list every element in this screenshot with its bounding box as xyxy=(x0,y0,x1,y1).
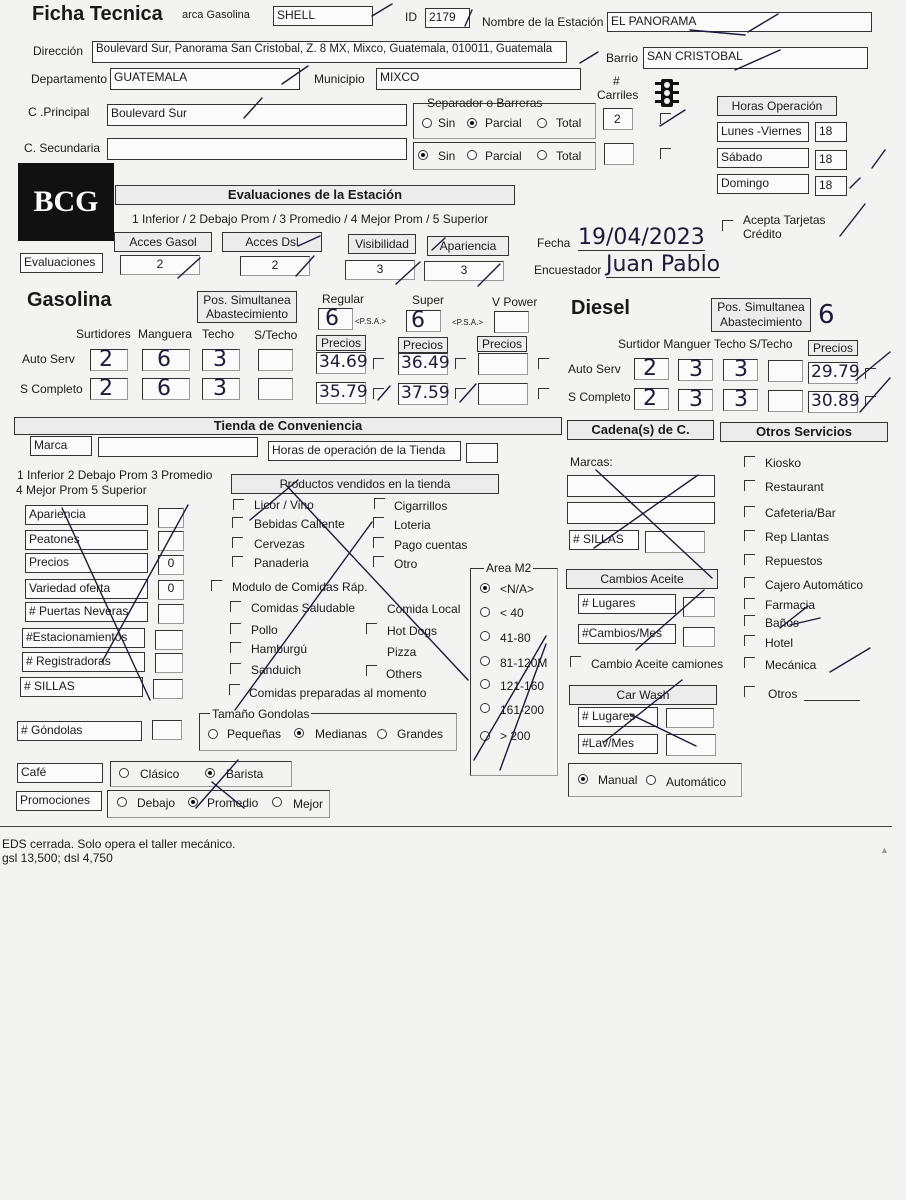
cervezas-label: Cervezas xyxy=(254,537,305,551)
gas-auto-super[interactable] xyxy=(398,353,448,375)
encuestador-value: Juan Pablo xyxy=(606,252,721,277)
tienda-scale-1: 1 Inferior 2 Debajo Prom 3 Promedio xyxy=(17,468,213,482)
comida-local-label: Comida Local xyxy=(387,602,461,616)
gas-completo-surtidores[interactable] xyxy=(90,378,128,400)
acces-dsl-label: Acces Dsl xyxy=(222,232,322,252)
dsl-auto-precio-check[interactable] xyxy=(865,368,876,379)
tienda-marca-label: Marca xyxy=(30,436,92,456)
hotdogs-checkbox[interactable] xyxy=(366,623,377,634)
acepta-label-1: Acepta Tarjetas xyxy=(743,213,826,227)
dsl-auto-precio-value: 29.79 xyxy=(811,362,860,382)
gas-auto-super-value: 36.49 xyxy=(401,353,450,373)
grandes-radio[interactable] xyxy=(377,729,387,739)
area-na-label: <N/A> xyxy=(500,582,535,596)
dsl-auto-techo[interactable] xyxy=(723,359,758,381)
licor-label: Licor / Vino xyxy=(254,498,314,512)
otros-checkbox[interactable] xyxy=(744,686,755,697)
grandes-label: Grandes xyxy=(397,727,444,741)
municipio-field[interactable]: MIXCO xyxy=(376,68,581,90)
gas-col-stecho: S/Techo xyxy=(254,328,298,342)
lav-mes-label: #Lav/Mes xyxy=(578,734,658,754)
gas-pos-sim-line1: Pos. Simultanea xyxy=(203,293,291,307)
sanduich-label: Sanduich xyxy=(251,663,302,677)
acces-gasol-label: Acces Gasol xyxy=(114,232,212,252)
cadena-sillas-field[interactable] xyxy=(645,531,705,553)
dsl-precios: Precios xyxy=(808,340,858,356)
evaluaciones-label: Evaluaciones xyxy=(20,253,103,273)
gas-completo-manguera-value: 6 xyxy=(157,376,171,401)
area-na-radio[interactable] xyxy=(480,583,490,593)
hamburgu-checkbox[interactable] xyxy=(230,642,241,653)
lv-label: Lunes -Viernes xyxy=(717,122,809,142)
eval-peatones: Peatones xyxy=(25,530,148,550)
eval-puertas-field[interactable] xyxy=(158,604,184,624)
gas-completo-vpower-check[interactable] xyxy=(538,388,549,399)
llantas-checkbox[interactable] xyxy=(744,530,755,541)
dsl-auto-manguera-value: 3 xyxy=(689,357,703,382)
separador-label: Separador o Barreras xyxy=(427,96,543,110)
preparadas-label: Comidas preparadas al momento xyxy=(249,686,427,700)
nombre-label: Nombre de la Estación xyxy=(482,15,604,29)
dsl-completo-label: S Completo xyxy=(568,390,631,404)
cajero-label: Cajero Automático xyxy=(765,578,864,592)
fecha-value: 19/04/2023 xyxy=(578,225,705,250)
encuestador-label: Encuestador xyxy=(534,263,602,277)
cervezas-checkbox[interactable] xyxy=(232,537,243,548)
marcas-label: Marcas: xyxy=(570,455,613,469)
dsl-auto-label: Auto Serv xyxy=(568,362,621,376)
gas-auto-regular-check[interactable] xyxy=(373,358,384,369)
productos-title: Productos vendidos en la tienda xyxy=(231,474,499,494)
tienda-horas-label: Horas de operación de la Tienda xyxy=(268,441,461,461)
gas-precios-regular: Precios xyxy=(316,335,366,351)
gas-auto-regular-value: 34.69 xyxy=(319,352,368,372)
dsl-completo-stecho[interactable] xyxy=(768,390,803,412)
eval-sillas-field[interactable] xyxy=(153,679,183,699)
csecundaria-field[interactable] xyxy=(107,138,407,160)
gas-precios-vpower: Precios xyxy=(477,336,527,352)
mejor-radio[interactable] xyxy=(272,797,282,807)
gas-auto-techo-value: 3 xyxy=(213,347,227,372)
area-40-label: < 40 xyxy=(500,606,524,620)
sin-radio-1[interactable] xyxy=(422,118,432,128)
apariencia-label: Apariencia xyxy=(427,236,509,256)
area-40-radio[interactable] xyxy=(480,607,490,617)
gondolas-label: # Góndolas xyxy=(17,721,142,741)
area-160-label: 121-160 xyxy=(500,679,545,693)
ca-cambios-label: #Cambios/Mes xyxy=(578,624,676,644)
dsl-auto-surtidor-value: 2 xyxy=(643,356,657,381)
llantas-label: Rep Llantas xyxy=(765,530,830,544)
gas-auto-surtidores-value: 2 xyxy=(99,347,113,372)
manual-label: Manual xyxy=(598,773,638,787)
area-120-radio[interactable] xyxy=(480,656,490,666)
mecanica-checkbox[interactable] xyxy=(744,657,755,668)
id-label: ID xyxy=(405,10,417,24)
carwash-title: Car Wash xyxy=(569,685,717,705)
form-title: Ficha Tecnica xyxy=(32,3,163,25)
gas-auto-stecho[interactable] xyxy=(258,349,293,371)
gas-auto-vpower-check[interactable] xyxy=(538,358,549,369)
pago-cuentas-checkbox[interactable] xyxy=(373,537,384,548)
dsl-auto-techo-value: 3 xyxy=(734,357,748,382)
mejor-label: Mejor xyxy=(293,797,324,811)
lv-field[interactable]: 18 xyxy=(815,122,847,142)
gas-precios-super: Precios xyxy=(398,337,448,353)
automatico-label: Automático xyxy=(666,775,727,789)
barista-radio[interactable] xyxy=(205,768,215,778)
hotdogs-label: Hot Dogs xyxy=(387,624,438,638)
diesel-title: Diesel xyxy=(571,297,630,319)
area-160-radio[interactable] xyxy=(480,679,490,689)
total-label-1: Total xyxy=(556,116,582,130)
kiosko-checkbox[interactable] xyxy=(744,456,755,467)
saludable-label: Comidas Saludable xyxy=(251,601,356,615)
farmacia-label: Farmacia xyxy=(765,598,816,612)
parcial-label-1: Parcial xyxy=(485,116,522,130)
marca-field[interactable]: SHELL xyxy=(273,6,373,26)
gas-completo-techo[interactable] xyxy=(202,378,240,400)
apariencia-field[interactable]: 3 xyxy=(424,261,504,281)
gas-completo-regular-check[interactable] xyxy=(373,388,384,399)
cadena-sillas-label: # SILLAS xyxy=(569,530,639,550)
area-title: Area M2 xyxy=(486,561,532,575)
notes-divider xyxy=(0,826,892,827)
total-radio-2[interactable] xyxy=(537,150,547,160)
pequenas-label: Pequeñas xyxy=(227,727,282,741)
traffic-light-icon xyxy=(654,78,680,111)
manual-radio[interactable] xyxy=(578,774,588,784)
departamento-label: Departamento xyxy=(31,72,108,86)
eval-registradoras: # Registradoras xyxy=(22,652,145,672)
area-gt200-radio[interactable] xyxy=(480,731,490,741)
area-120-label: 81-120M xyxy=(500,656,548,670)
cafe-group xyxy=(110,761,292,787)
direccion-label: Dirección xyxy=(33,44,84,58)
camiones-checkbox[interactable] xyxy=(570,656,581,667)
otro-label: Otro xyxy=(394,557,418,571)
gas-completo-super-value: 37.59 xyxy=(401,383,450,403)
gas-col-techo: Techo xyxy=(202,327,235,341)
tienda-marca-field[interactable] xyxy=(98,437,258,457)
dom-field[interactable]: 18 xyxy=(815,176,847,196)
gas-completo-manguera[interactable] xyxy=(142,378,190,400)
gas-auto-vpower[interactable] xyxy=(478,353,528,375)
dsl-pos-sim-line2: Abastecimiento xyxy=(719,315,803,329)
cambios-title: Cambios Aceite xyxy=(566,569,718,589)
eval-variedad: Variedad oferta xyxy=(25,579,148,599)
gas-pos-sim-line2: Abastecimiento xyxy=(205,307,289,321)
notes-line1: EDS cerrada. Solo opera el taller mecánico. xyxy=(2,837,236,851)
modulo-label: Modulo de Comidas Ráp. xyxy=(232,580,368,594)
restaurant-label: Restaurant xyxy=(765,480,824,494)
scroll-up-icon[interactable]: ▲ xyxy=(880,845,889,855)
modulo-checkbox[interactable] xyxy=(211,580,222,591)
farmacia-checkbox[interactable] xyxy=(744,598,755,609)
hamburgu-label: Hamburgú xyxy=(251,642,308,656)
area-200-radio[interactable] xyxy=(480,703,490,713)
kiosko-label: Kiosko xyxy=(765,456,802,470)
gas-completo-regular-value: 35.79 xyxy=(319,382,368,402)
parcial-label-2: Parcial xyxy=(485,149,522,163)
loteria-checkbox[interactable] xyxy=(373,517,384,528)
eval-estacionamientos-field[interactable] xyxy=(155,630,183,650)
gas-completo-vpower[interactable] xyxy=(478,383,528,405)
id-field[interactable]: 2179 xyxy=(425,8,470,28)
cigarrillos-checkbox[interactable] xyxy=(374,498,385,509)
sin-label-1: Sin xyxy=(438,116,456,130)
repuestos-checkbox[interactable] xyxy=(744,554,755,565)
vpower-label: V Power xyxy=(492,295,538,309)
dsl-completo-precio[interactable] xyxy=(808,391,858,413)
dsl-cols: Surtidor Manguer Techo S/Techo xyxy=(618,337,793,351)
panaderia-checkbox[interactable] xyxy=(232,556,243,567)
promedio-radio[interactable] xyxy=(188,797,198,807)
eval-puertas: # Puertas Neveras xyxy=(25,602,148,622)
dom-label: Domingo xyxy=(717,174,809,194)
repuestos-label: Repuestos xyxy=(765,554,823,568)
carriles-field[interactable] xyxy=(603,108,633,130)
gas-auto-manguera-value: 6 xyxy=(157,347,171,372)
hotel-label: Hotel xyxy=(765,636,794,650)
marcas-field-2[interactable] xyxy=(567,502,715,524)
hotel-checkbox[interactable] xyxy=(744,635,755,646)
carriles-field-2[interactable] xyxy=(604,143,634,165)
barrio-field[interactable]: SAN CRISTOBAL xyxy=(643,47,868,69)
dsl-completo-manguera[interactable] xyxy=(678,389,713,411)
barrio-label: Barrio xyxy=(606,51,639,65)
dsl-pos-sim-line1: Pos. Simultanea xyxy=(717,300,805,314)
gas-completo-super-check[interactable] xyxy=(455,388,466,399)
medianas-label: Medianas xyxy=(315,727,368,741)
ca-cambios-field[interactable] xyxy=(683,627,715,647)
barista-label: Barista xyxy=(226,767,264,781)
otros-line xyxy=(804,700,860,701)
gas-completo-super[interactable] xyxy=(398,383,448,405)
clasico-radio[interactable] xyxy=(119,768,129,778)
area-gt200-label: > 200 xyxy=(500,729,531,743)
gas-completo-surtidores-value: 2 xyxy=(99,376,113,401)
super-psa-value: 6 xyxy=(411,308,425,333)
parcial-radio-2[interactable] xyxy=(467,150,477,160)
visibilidad-field[interactable]: 3 xyxy=(345,260,415,280)
bebidas-label: Bebidas Caliente xyxy=(254,517,345,531)
promociones-label: Promociones xyxy=(16,791,102,811)
dsl-pos-value: 6 xyxy=(818,300,835,330)
acepta-label-2: Crédito xyxy=(743,227,782,241)
preparadas-checkbox[interactable] xyxy=(229,684,240,695)
cafe-label: Café xyxy=(17,763,103,783)
dsl-auto-manguera[interactable] xyxy=(678,359,713,381)
otros-label: Otros xyxy=(768,687,798,701)
carriles-checkbox-2[interactable] xyxy=(660,148,671,159)
evaluaciones-title: Evaluaciones de la Estación xyxy=(115,185,515,205)
area-80-radio[interactable] xyxy=(480,631,490,641)
nombre-field[interactable]: EL PANORAMA xyxy=(607,12,872,32)
sin-radio-2[interactable] xyxy=(418,150,428,160)
dsl-completo-surtidor[interactable] xyxy=(634,388,669,410)
municipio-label: Municipio xyxy=(314,72,365,86)
horas-title: Horas Operación xyxy=(717,96,837,116)
gas-auto-regular[interactable] xyxy=(316,352,366,374)
fecha-label: Fecha xyxy=(537,236,571,250)
gas-completo-label: S Completo xyxy=(20,382,83,396)
eval-sillas: # SILLAS xyxy=(20,677,143,697)
marca-label: arca Gasolina xyxy=(182,9,250,21)
eval-peatones-field[interactable] xyxy=(158,531,184,551)
cadena-title: Cadena(s) de C. xyxy=(567,420,714,440)
eval-estacionamientos: #Estacionamientos xyxy=(22,628,145,648)
gas-pos-sim xyxy=(197,291,297,323)
tienda-scale-2: 4 Mejor Prom 5 Superior xyxy=(16,483,147,497)
total-label-2: Total xyxy=(556,149,582,163)
mecanica-label: Mecánica xyxy=(765,658,817,672)
debajo-label: Debajo xyxy=(137,796,176,810)
dsl-pos-sim xyxy=(711,298,811,332)
area-group xyxy=(470,568,558,776)
carriles-value: 2 xyxy=(614,112,621,126)
notes-line2: gsl 13,500; dsl 4,750 xyxy=(2,851,113,865)
cafeteria-checkbox[interactable] xyxy=(744,506,755,517)
banos-checkbox[interactable] xyxy=(744,615,755,626)
gas-auto-techo[interactable] xyxy=(202,349,240,371)
promedio-label: Promedio xyxy=(207,796,259,810)
tienda-horas-field[interactable] xyxy=(466,443,498,463)
area-200-label: 161-200 xyxy=(500,703,545,717)
dsl-auto-stecho[interactable] xyxy=(768,360,803,382)
otros-title: Otros Servicios xyxy=(720,422,888,442)
csecundaria-label: C. Secundaria xyxy=(24,141,101,155)
loteria-label: Loteria xyxy=(394,518,431,532)
super-psa-field[interactable] xyxy=(406,310,441,332)
lav-mes-field[interactable] xyxy=(666,734,716,756)
ca-lugares-label: # Lugares xyxy=(578,594,676,614)
regular-psa-field[interactable] xyxy=(318,308,353,330)
gas-auto-manguera[interactable] xyxy=(142,349,190,371)
carriles-label: Carriles xyxy=(597,88,639,102)
dsl-completo-precio-value: 30.89 xyxy=(811,391,860,411)
regular-psa-value: 6 xyxy=(325,306,339,331)
pequenas-radio[interactable] xyxy=(208,729,218,739)
otro-checkbox[interactable] xyxy=(373,556,384,567)
licor-checkbox[interactable] xyxy=(233,499,244,510)
dsl-auto-precio[interactable] xyxy=(808,362,858,384)
camiones-label: Cambio Aceite camiones xyxy=(591,657,724,671)
total-radio-1[interactable] xyxy=(537,118,547,128)
restaurant-checkbox[interactable] xyxy=(744,480,755,491)
acepta-checkbox[interactable] xyxy=(722,220,733,231)
visibilidad-label: Visibilidad xyxy=(348,234,416,254)
eval-variedad-field[interactable]: 0 xyxy=(158,580,184,600)
cafeteria-label: Cafeteria/Bar xyxy=(765,506,836,520)
sanduich-checkbox[interactable] xyxy=(230,663,241,674)
gas-completo-stecho[interactable] xyxy=(258,378,293,400)
eval-precios: Precios xyxy=(25,553,148,573)
ca-lugares-field[interactable] xyxy=(683,597,715,617)
gas-col-surtidores: Surtidores xyxy=(76,327,131,341)
parcial-radio-1[interactable] xyxy=(467,118,477,128)
gas-auto-surtidores[interactable] xyxy=(90,349,128,371)
tamano-label: Tamaño Gondolas xyxy=(212,707,310,721)
gas-completo-techo-value: 3 xyxy=(213,376,227,401)
automatico-radio[interactable] xyxy=(646,775,656,785)
acces-gasol-field[interactable]: 2 xyxy=(120,255,200,275)
cajero-checkbox[interactable] xyxy=(744,577,755,588)
pago-cuentas-label: Pago cuentas xyxy=(394,538,468,552)
eval-apariencia: Apariencia xyxy=(25,505,148,525)
direccion-field[interactable]: Boulevard Sur, Panorama San Cristobal, Z. 8 MX, Mixco, Guatemala, 010011, Guatemala xyxy=(92,41,567,63)
eval-precios-field[interactable]: 0 xyxy=(158,555,184,575)
others-label: Others xyxy=(386,667,423,681)
cprincipal-field[interactable]: Boulevard Sur xyxy=(107,104,407,126)
gas-auto-super-check[interactable] xyxy=(455,358,466,369)
sab-label: Sábado xyxy=(717,148,809,168)
pizza-label: Pizza xyxy=(387,645,417,659)
dsl-auto-surtidor[interactable] xyxy=(634,358,669,380)
evaluaciones-scale: 1 Inferior / 2 Debajo Prom / 3 Promedio / 4 Mejor Prom / 5 Superior xyxy=(132,212,489,226)
vpower-psa-field[interactable] xyxy=(494,311,529,333)
bebidas-checkbox[interactable] xyxy=(232,517,243,528)
cprincipal-label: C .Principal xyxy=(28,105,90,119)
gondolas-field[interactable] xyxy=(152,720,182,740)
carriles-hash: # xyxy=(613,74,620,88)
saludable-checkbox[interactable] xyxy=(230,601,241,612)
super-label: Super xyxy=(412,293,445,307)
dsl-completo-precio-check[interactable] xyxy=(865,396,876,407)
cw-lugares-field[interactable] xyxy=(666,708,714,728)
acces-dsl-field[interactable]: 2 xyxy=(240,256,310,276)
panaderia-label: Panaderia xyxy=(254,556,309,570)
tienda-title: Tienda de Conveniencia xyxy=(14,417,562,435)
gas-col-manguera: Manguera xyxy=(138,327,193,341)
departamento-field[interactable]: GUATEMALA xyxy=(110,68,300,90)
pollo-checkbox[interactable] xyxy=(230,623,241,634)
gasolina-title: Gasolina xyxy=(27,289,112,311)
cigarrillos-label: Cigarrillos xyxy=(394,499,448,513)
marcas-field-1[interactable] xyxy=(567,475,715,497)
dsl-completo-surtidor-value: 2 xyxy=(643,386,657,411)
gas-auto-label: Auto Serv xyxy=(22,352,75,366)
regular-label: Regular xyxy=(322,292,365,306)
eval-apariencia-field[interactable] xyxy=(158,508,184,528)
dsl-completo-techo[interactable] xyxy=(723,389,758,411)
bcg-logo: BCG xyxy=(18,163,114,241)
dsl-completo-techo-value: 3 xyxy=(734,387,748,412)
gas-completo-regular[interactable] xyxy=(316,382,366,404)
others-checkbox[interactable] xyxy=(366,665,377,676)
pollo-label: Pollo xyxy=(251,623,278,637)
cw-lugares-label: # Lugares xyxy=(578,707,658,727)
super-psa-label: <P.S.A.> xyxy=(452,318,483,327)
debajo-radio[interactable] xyxy=(117,797,127,807)
dsl-completo-manguera-value: 3 xyxy=(689,387,703,412)
carriles-checkbox-1[interactable] xyxy=(660,113,671,124)
clasico-label: Clásico xyxy=(140,767,180,781)
sab-field[interactable]: 18 xyxy=(815,150,847,170)
eval-registradoras-field[interactable] xyxy=(155,653,183,673)
banos-label: Baños xyxy=(765,616,800,630)
area-80-label: 41-80 xyxy=(500,631,531,645)
medianas-radio[interactable] xyxy=(294,728,304,738)
regular-psa-label: <P.S.A.> xyxy=(355,317,386,326)
sin-label-2: Sin xyxy=(438,149,456,163)
